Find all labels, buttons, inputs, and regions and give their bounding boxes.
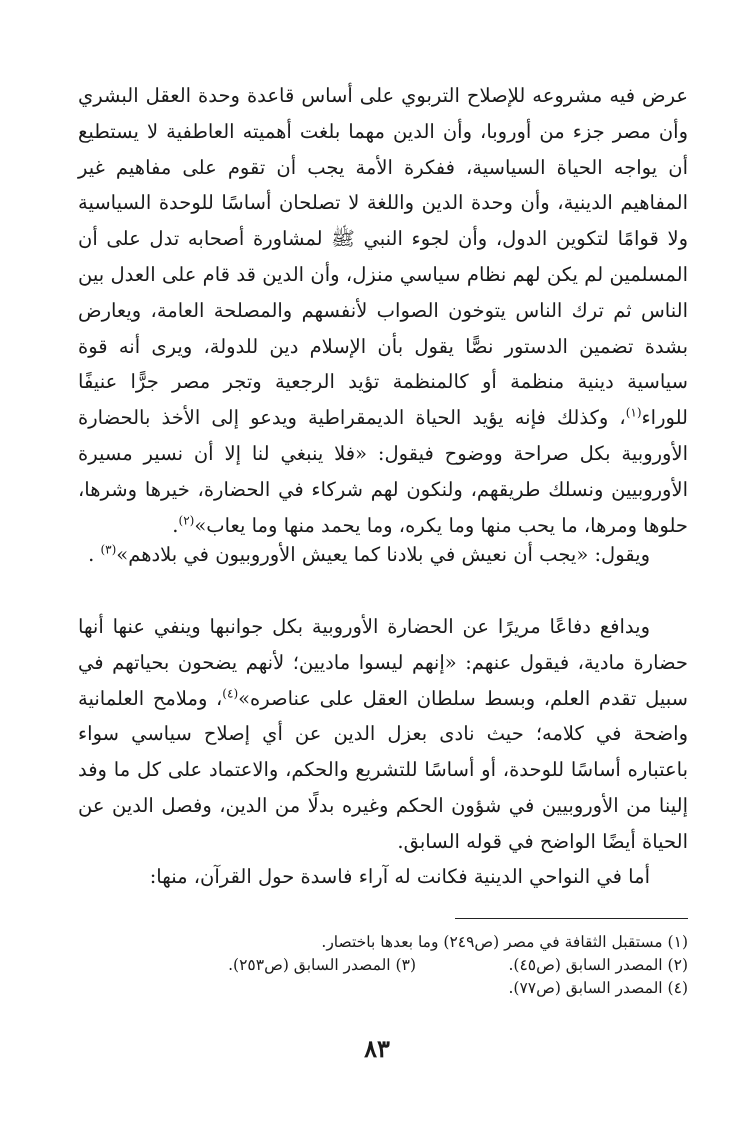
- footnote-text: المصدر السابق (ص٢٥٣).: [228, 956, 391, 974]
- paragraph-text: .: [172, 513, 179, 537]
- footnote-text: المصدر السابق (ص٧٧).: [508, 979, 663, 997]
- body-paragraph-2: [78, 537, 688, 573]
- paragraph-text: عرض فيه مشروعه للإصلاح التربوي على أساس قاعدة وحدة العقل البشري وأن مصر جزء من أوروبا، وأن الدين مهما بلغت أهميته العاطفية لا يستطيع أن يواجه الحياة السياسية، ففكرة الأمة يجب أن تقوم على مفاهيم غير المفاهيم الدينية، وأن وحدة الدين واللغة لا تصلحان أساسًا للوحدة السياسية ولا قوامًا لتكوين الدول، وأن لجوء النبي ﷺ لمشاورة أصحابه تدل على أن المسلمين لم يكن لهم نظام سياسي منزل، وأن الدين قد قام على العدل بين الناس ثم ترك الناس يتوخون الصواب لأنفسهم والمصلحة العامة، ويعارض بشدة تضمين الدستور نصًّا يقول بأن الإسلام دين للدولة، ويرى أنه قوة سياسية دينية منظمة أو كالمنظمة تؤيد الرجعية وتجر مصر جرًّا عنيفًا للوراء: [78, 84, 688, 430]
- body-paragraph-4: [78, 859, 688, 895]
- footnote-3: [228, 954, 416, 977]
- footnote-ref-4: (٤): [222, 686, 239, 701]
- footnote-row: [78, 977, 688, 1000]
- footnote-ref-2: (٢): [178, 513, 195, 528]
- paragraph-text: ، وكذلك فإنه يؤيد الحياة الديمقراطية ويدعو إلى الأخذ بالحضارة الأوروبية بكل صراحة ووضوح فيقول: «فلا ينبغي لنا إلا أن نسير مسيرة الأوروبيين ونسلك طريقهم، ولنكون لهم شركاء في الحضارة، خيرها وشرها، حلوها ومرها، ما يحب منها وما يكره، وما يحمد منها وما يعاب»: [78, 406, 688, 537]
- footnote-1: [321, 931, 688, 954]
- footnote-row: [78, 931, 688, 954]
- footnote-2: [508, 954, 688, 977]
- footnote-4: [508, 977, 688, 1000]
- paragraph-text: ويقول: «يجب أن نعيش في بلادنا كما يعيش الأوروبيون في بلادهم»: [116, 543, 650, 566]
- footnote-number: (١): [667, 933, 688, 951]
- footnote-number: (٣): [395, 956, 416, 974]
- footnote-row: [78, 954, 688, 977]
- page-number: ٨٣: [364, 1034, 390, 1063]
- footnote-divider: [455, 918, 688, 919]
- footnote-text: مستقبل الثقافة في مصر (ص٢٤٩) وما بعدها باختصار.: [321, 933, 663, 951]
- paragraph-text: .: [88, 543, 101, 566]
- body-paragraph-3: [78, 609, 688, 860]
- footnote-ref-1: (١): [625, 405, 642, 420]
- footnote-ref-3: (٣): [100, 542, 117, 557]
- footnote-text: المصدر السابق (ص٤٥).: [508, 956, 663, 974]
- footnote-number: (٢): [667, 956, 688, 974]
- footnotes: [78, 931, 688, 1000]
- footnote-number: (٤): [667, 979, 688, 997]
- paragraph-text: ويدافع دفاعًا مريرًا عن الحضارة الأوروبية بكل جوانبها وينفي عنها أنها حضارة مادية، فيقول عنهم: «إنهم ليسوا ماديين؛ لأنهم يضحون بحياتهم في سبيل تقدم العلم، وبسط سلطان العقل على عناصره»: [78, 615, 688, 710]
- paragraph-text: ، وملامح العلمانية واضحة في كلامه؛ حيث نادى بعزل الدين عن أي إصلاح سياسي سواء باعتباره أساسًا للوحدة، أو أساسًا للتشريع والحكم، والاعتماد على كل ما وفد إلينا من الأوروبيين في شؤون الحكم وغيره بدلًا من الدين، وفصل الدين عن الحياة أيضًا الواضح في قوله السابق.: [78, 686, 688, 853]
- body-paragraph-1: [78, 78, 688, 543]
- paragraph-text: أما في النواحي الدينية فكانت له آراء فاسدة حول القرآن، منها:: [149, 865, 650, 888]
